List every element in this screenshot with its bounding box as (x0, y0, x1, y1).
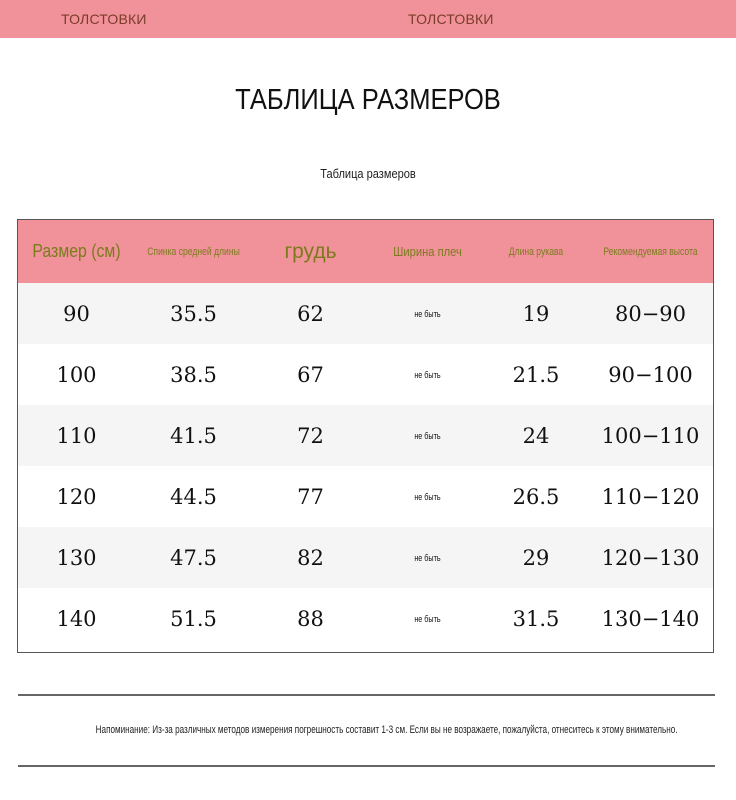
cell-recommended-height: 90−100 (608, 362, 693, 387)
table-header-row (18, 220, 713, 283)
cell-recommended-height: 100−110 (601, 423, 700, 448)
header-recommended-height: Рекомендуемая высота (603, 245, 698, 258)
measurement-note: Напоминание: Из-за различных методов измерения погрешность составит 1-3 см. Если вы не возражаете, пожалуйста, отнеситесь к этому внимательно. (95, 724, 678, 736)
divider-top (18, 694, 715, 696)
size-table (17, 219, 714, 653)
header-size: Размер (см) (32, 241, 121, 261)
cell-back-length: 35.5 (170, 301, 217, 326)
cell-recommended-height: 80−90 (614, 301, 687, 326)
cell-shoulder-width: не быть (414, 613, 441, 624)
cell-size: 120 (56, 484, 97, 509)
page-title: ТАБЛИЦА РАЗМЕРОВ (235, 84, 501, 116)
cell-size: 110 (56, 423, 97, 448)
table-row (18, 588, 713, 649)
cell-chest: 77 (297, 484, 324, 509)
header-chest: грудь (284, 239, 337, 263)
cell-sleeve-length: 19 (522, 301, 550, 326)
cell-back-length: 44.5 (170, 484, 217, 509)
cell-sleeve-length: 21.5 (512, 362, 560, 387)
header-back-length: Спинка средней длины (147, 245, 240, 258)
cell-shoulder-width: не быть (414, 369, 441, 380)
cell-recommended-height: 130−140 (601, 606, 700, 631)
cell-back-length: 51.5 (170, 606, 217, 631)
header-shoulder-width: Ширина плеч (393, 244, 462, 259)
cell-size: 100 (56, 362, 97, 387)
cell-chest: 72 (297, 423, 324, 448)
table-row (18, 283, 713, 344)
cell-back-length: 41.5 (170, 423, 217, 448)
cell-shoulder-width: не быть (414, 308, 441, 319)
header-sleeve-length: Длина рукава (508, 245, 564, 258)
cell-sleeve-length: 26.5 (512, 484, 560, 509)
cell-back-length: 38.5 (170, 362, 217, 387)
cell-recommended-height: 120−130 (601, 545, 700, 570)
cell-shoulder-width: не быть (414, 430, 441, 441)
table-row (18, 344, 713, 405)
divider-bottom (18, 765, 715, 767)
cell-chest: 67 (297, 362, 324, 387)
cell-sleeve-length: 29 (522, 545, 550, 570)
cell-recommended-height: 110−120 (601, 484, 700, 509)
cell-shoulder-width: не быть (414, 491, 441, 502)
cell-size: 130 (56, 545, 97, 570)
cell-chest: 62 (297, 301, 324, 326)
cell-chest: 88 (297, 606, 324, 631)
cell-sleeve-length: 31.5 (512, 606, 560, 631)
cell-size: 140 (56, 606, 97, 631)
table-row (18, 405, 713, 466)
table-row (18, 466, 713, 527)
cell-shoulder-width: не быть (414, 552, 441, 563)
cell-sleeve-length: 24 (522, 423, 550, 448)
top-banner (0, 0, 736, 38)
banner-label-center: ТОЛСТОВКИ (408, 11, 494, 27)
page-subtitle: Таблица размеров (320, 166, 416, 181)
cell-chest: 82 (297, 545, 324, 570)
cell-back-length: 47.5 (170, 545, 217, 570)
cell-size: 90 (63, 301, 90, 326)
table-row (18, 527, 713, 588)
banner-label-left: ТОЛСТОВКИ (61, 11, 147, 27)
